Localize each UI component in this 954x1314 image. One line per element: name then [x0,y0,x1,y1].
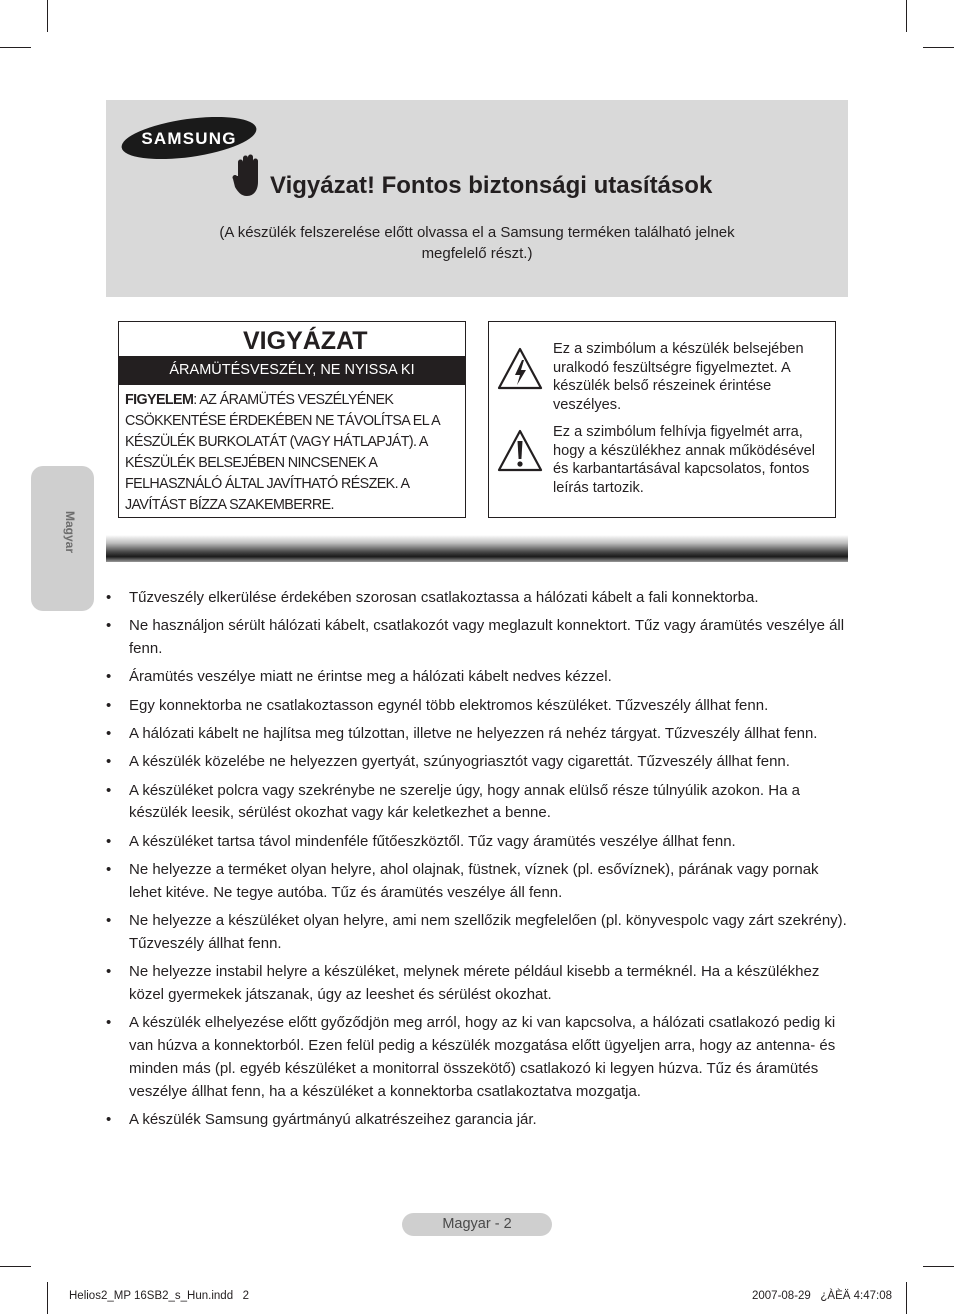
hand-stop-icon [232,152,264,200]
list-item: • Ne helyezze instabil helyre a készüléket, melynek mérete például kisebb a terméknél. Ha a készülékhez közel gyermekek játszanak, úgy az leeshet és sérülést okozhat. [106,961,851,1007]
list-item: • A készülék közelébe ne helyezzen gyertyát, szúnyogriasztót vagy cigarettát. Tűzveszély állhat fenn. [106,751,851,774]
crop-mark [923,47,954,48]
title-row [232,150,712,200]
crop-mark [47,1282,48,1314]
symbol-description: Ez a szimbólum a készülék belsejében uralkodó feszültségre figyelmeztet. A készülék belső részeinek érintése veszélyes. [553,341,804,413]
caution-lead: FIGYELEM [125,392,194,408]
list-item: • Egy konnektorba ne csatlakoztasson egynél több elektromos készüléket. Tűzveszély állhat fenn. [106,695,851,718]
caution-box [118,321,466,518]
caution-text [125,390,463,516]
subtitle [106,222,848,264]
page-title: Vigyázat! Fontos biztonsági utasítások [270,172,713,199]
list-item: • Ne használjon sérült hálózati kábelt, csatlakozót vagy meglazult konnektort. Tűz vagy áramütés veszélye áll fenn. [106,615,851,661]
crop-mark [923,1266,954,1267]
crop-mark [47,0,48,32]
crop-mark [0,47,31,48]
page-number: Magyar - 2 [402,1213,552,1236]
caution-bar: ÁRAMÜTÉSVESZÉLY, NE NYISSA KI [119,356,465,385]
caution-body: : AZ ÁRAMÜTÉS VESZÉLYÉNEK CSÖKKENTÉSE ÉRDEKÉBEN NE TÁVOLÍTSA EL A KÉSZÜLÉK BURKOLATÁT (VAGY HÁTLAPJÁT). A KÉSZÜLÉK BELSEJÉBEN NINCSENEK A FELHASZNÁLÓ ÁLTAL JAVÍTHATÓ RÉSZEK. A JAVÍTÁST BÍZZA SZAKEMBERRE. [125,392,440,513]
exclamation-triangle-icon [497,428,543,474]
list-item: • A készülék Samsung gyártmányú alkatrészeihez garancia jár. [106,1109,851,1132]
crop-mark [906,1282,907,1314]
safety-list [106,587,851,1137]
print-slug-date: 2007-08-29 ¿ÀÈÄ 4:47:08 [752,1290,893,1302]
lightning-triangle-icon [497,346,543,392]
language-side-tab [31,466,94,611]
symbols-box [488,321,836,518]
brand-text: SAMSUNG [141,129,237,148]
list-item: • Tűzveszély elkerülése érdekében szorosan csatlakoztassa a hálózati kábelt a fali konnektorba. [106,587,851,610]
subtitle-line: (A készülék felszerelése előtt olvassa el a Samsung terméken található jelnek [219,224,735,241]
crop-mark [906,0,907,32]
caution-heading: VIGYÁZAT [243,327,368,355]
print-slug-file: Helios2_MP 16SB2_s_Hun.indd 2 [69,1290,250,1302]
list-item: • A hálózati kábelt ne hajlítsa meg túlzottan, illetve ne helyezzen rá nehéz tárgyat. Tűzveszély állhat fenn. [106,723,851,746]
list-item: • A készülék elhelyezése előtt győződjön meg arról, hogy az ki van kapcsolva, a hálózati csatlakozó pedig ki van húzva a konnektorból. Ezen felül pedig a készülék mozgatása előtt ügyeljen arra, hogy az antenna- és minden más (pl. egyéb készüléket a monitorral összekötő) csatlakozó ki legyen húzva. Tűz és áramütés veszélye állhat fenn, ha a készüléket a konnektorba csatlakoztatva mozgatja. [106,1012,851,1103]
list-item: • A készüléket polcra vagy szekrénybe ne szerelje úgy, hogy annak elülső része túlnyúlik azokon. Ha a készülék leesik, sérülést okozhat vagy kár keletkezhet a benne. [106,780,851,826]
list-item: • Áramütés veszélye miatt ne érintse meg a hálózati kábelt nedves kézzel. [106,666,851,689]
list-item: • A készüléket tartsa távol mindenféle fűtőeszköztől. Tűz vagy áramütés veszélye állhat fenn. [106,831,851,854]
subtitle-line: megfelelő részt.) [421,245,533,262]
list-item: • Ne helyezze a terméket olyan helyre, ahol olajnak, füstnek, víznek (pl. esővíznek), párának vagy pornak lehet kitéve. Ne tegye autóba. Tűz és áramütés veszélye áll fenn. [106,859,851,905]
side-tab-label: Magyar [63,511,77,554]
crop-mark [0,1266,31,1267]
list-item: • Ne helyezze a készüléket olyan helyre, ami nem szellőzik megfelelően (pl. könyvespolc vagy zárt szekrény). Tűzveszély állhat fenn. [106,910,851,956]
symbol-description: Ez a szimbólum felhívja figyelmét arra, hogy a készülékhez annak működésével és karbantartásával kapcsolatos, fontos leírás tartozik. [553,424,816,496]
section-divider [106,535,848,562]
